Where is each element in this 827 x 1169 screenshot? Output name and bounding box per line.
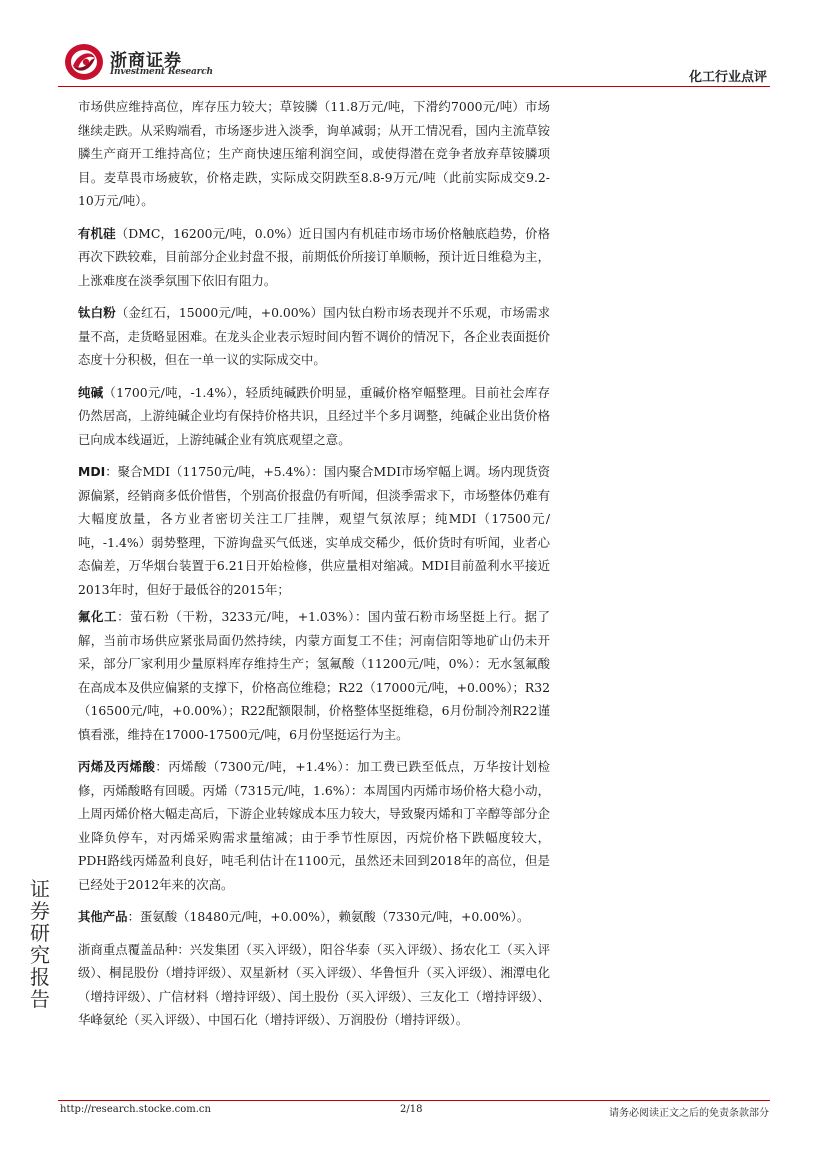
side-label-char: 究 (30, 943, 50, 967)
report-type: 化工行业点评 (688, 70, 767, 85)
paragraph-titanium-dioxide (78, 301, 550, 372)
paragraph-mdi (78, 460, 550, 601)
side-label-char: 报 (30, 965, 50, 989)
paragraph-text: （金红石，15000元/吨，+0.00%）国内钛白粉市场表现并不乐观，市场需求量不高，走货略显困难。在龙头企业表示短时间内暂不调价的情况下，各企业表面挺价态度十分积极，但在一单一议的实际成交中。 (78, 305, 550, 367)
paragraph-silicone (78, 222, 550, 293)
paragraph-lead: MDI (78, 464, 106, 479)
paragraph-coverage (78, 938, 550, 1032)
disclaimer-note: 请务必阅读正文之后的免责条款部分 (609, 1108, 769, 1119)
side-label-char: 告 (30, 987, 50, 1011)
page-header (0, 0, 827, 90)
paragraph-text: ：聚合MDI（11750元/吨，+5.4%）：国内聚合MDI市场窄幅上调。场内现货资源偏紧，经销商多低价惜售，个别高价报盘仍有听闻，但淡季需求下，市场整体仍难有大幅度放量，各方业者密切关注工厂挂牌，观望气氛浓厚；纯MDI（17500元/吨，-1.4%）弱势整理，下游询盘买气低迷，实单成交稀少，低价货时有听闻，业者心态偏差，万华烟台装置于6.21日开始检修，供应量相对缩减。MDI目前盈利水平接近2013年时，但好于最低谷的2015年； (78, 464, 550, 597)
paragraph-text: ：萤石粉（干粉，3233元/吨，+1.03%）：国内萤石粉市场坚挺上行。据了解，当前市场供应紧张局面仍然持续，内蒙方面复工不佳；河南信阳等地矿山仍未开采，部分厂家利用少量原料库存维持生产；氢氟酸（11200元/吨，0%）：无水氢氟酸在高成本及供应偏紧的支撑下，价格高位维稳；R22（17000元/吨，+0.00%）；R32（16500元/吨，+0.00%）；R22配额限制，价格整体坚挺维稳，6月份制冷剂R22谨慎看涨，维持在17000-17500元/吨，6月份坚挺运行为主。 (78, 609, 550, 742)
paragraph-fluorochemical (78, 605, 550, 746)
paragraph-lead: 有机硅 (78, 225, 116, 241)
company-tagline: Investment Research (110, 67, 213, 77)
side-label-securities-research-report (26, 878, 54, 1010)
paragraph-soda-ash (78, 381, 550, 452)
company-logo-icon (64, 42, 104, 82)
paragraph-lead: 丙烯及丙烯酸 (78, 759, 156, 774)
company-name: 浙商证券 (110, 51, 182, 71)
side-label-char: 券 (30, 899, 50, 923)
report-body (78, 95, 550, 1041)
paragraph-lead: 纯碱 (78, 384, 104, 400)
paragraph-other-products (78, 905, 550, 929)
footer-divider (58, 1100, 770, 1101)
paragraph-text: ：丙烯酸（7300元/吨，+1.4%）：加工费已跌至低点，万华按计划检修，丙烯酸略有回暖。丙烯（7315元/吨，1.6%）：本周国内丙烯市场价格大稳小动，上周丙烯价格大幅走高后，下游企业转嫁成本压力较大，导致聚丙烯和丁辛醇等部分企业降负停车，对丙烯采购需求量缩减；由于季节性原因，丙烷价格下跌幅度较大，PDH路线丙烯盈利良好，吨毛利估计在1100元，虽然还未回到2018年的高位，但是已经处于2012年来的次高。 (78, 759, 551, 892)
paragraph-text: ：蛋氨酸（18480元/吨，+0.00%），赖氨酸（7330元/吨，+0.00%）。 (127, 909, 530, 924)
header-divider (58, 86, 770, 87)
paragraph-text: 市场供应维持高位，库存压力较大；草铵膦（11.8万元/吨，下滑约7000元/吨）市场继续走跌。从采购端看，市场逐步进入淡季，询单减弱；从开工情况看，国内主流草铵膦生产商开工维持高位；生产商快速压缩利润空间，或使得潜在竞争者放弃草铵膦项目。麦草畏市场疲软，价格走跌，实际成交阴跌至8.8-9万元/吨（此前实际成交9.2-10万元/吨）。 (78, 99, 550, 208)
paragraph-lead: 钛白粉 (78, 305, 116, 320)
page-number: 2/18 (400, 1104, 423, 1115)
paragraph-lead: 其他产品 (78, 909, 128, 924)
side-label-char: 证 (30, 877, 50, 901)
paragraph-lead: 氟化工 (78, 609, 118, 624)
paragraph-propylene (78, 755, 550, 896)
paragraph-pesticide (78, 95, 550, 213)
side-label-char: 研 (30, 921, 50, 945)
paragraph-text: （DMC，16200元/吨，0.0%）近日国内有机硅市场市场价格触底趋势，价格再次下跌较难，目前部分企业封盘不报，前期低价所接订单顺畅，预计近日维稳为主，上涨难度在淡季氛围下依旧有阻力。 (78, 225, 550, 288)
paragraph-text: 浙商重点覆盖品种：兴发集团（买入评级），阳谷华泰（买入评级）、扬农化工（买入评级）、桐昆股份（增持评级）、双星新材（买入评级）、华鲁恒升（买入评级）、湘潭电化（增持评级）、广信材料（增持评级）、闰土股份（买入评级）、三友化工（增持评级）、华峰氨纶（买入评级）、中国石化（增持评级）、万润股份（增持评级）。 (78, 941, 550, 1027)
paragraph-text: （1700元/吨，-1.4%），轻质纯碱跌价明显，重碱价格窄幅整理。目前社会库存仍然居高，上游纯碱企业均有保持价格共识，且经过半个多月调整，纯碱企业出货价格已向成本线逼近，上游纯碱企业有筑底观望之意。 (78, 384, 550, 447)
footer-url: http://research.stocke.com.cn (60, 1104, 211, 1115)
